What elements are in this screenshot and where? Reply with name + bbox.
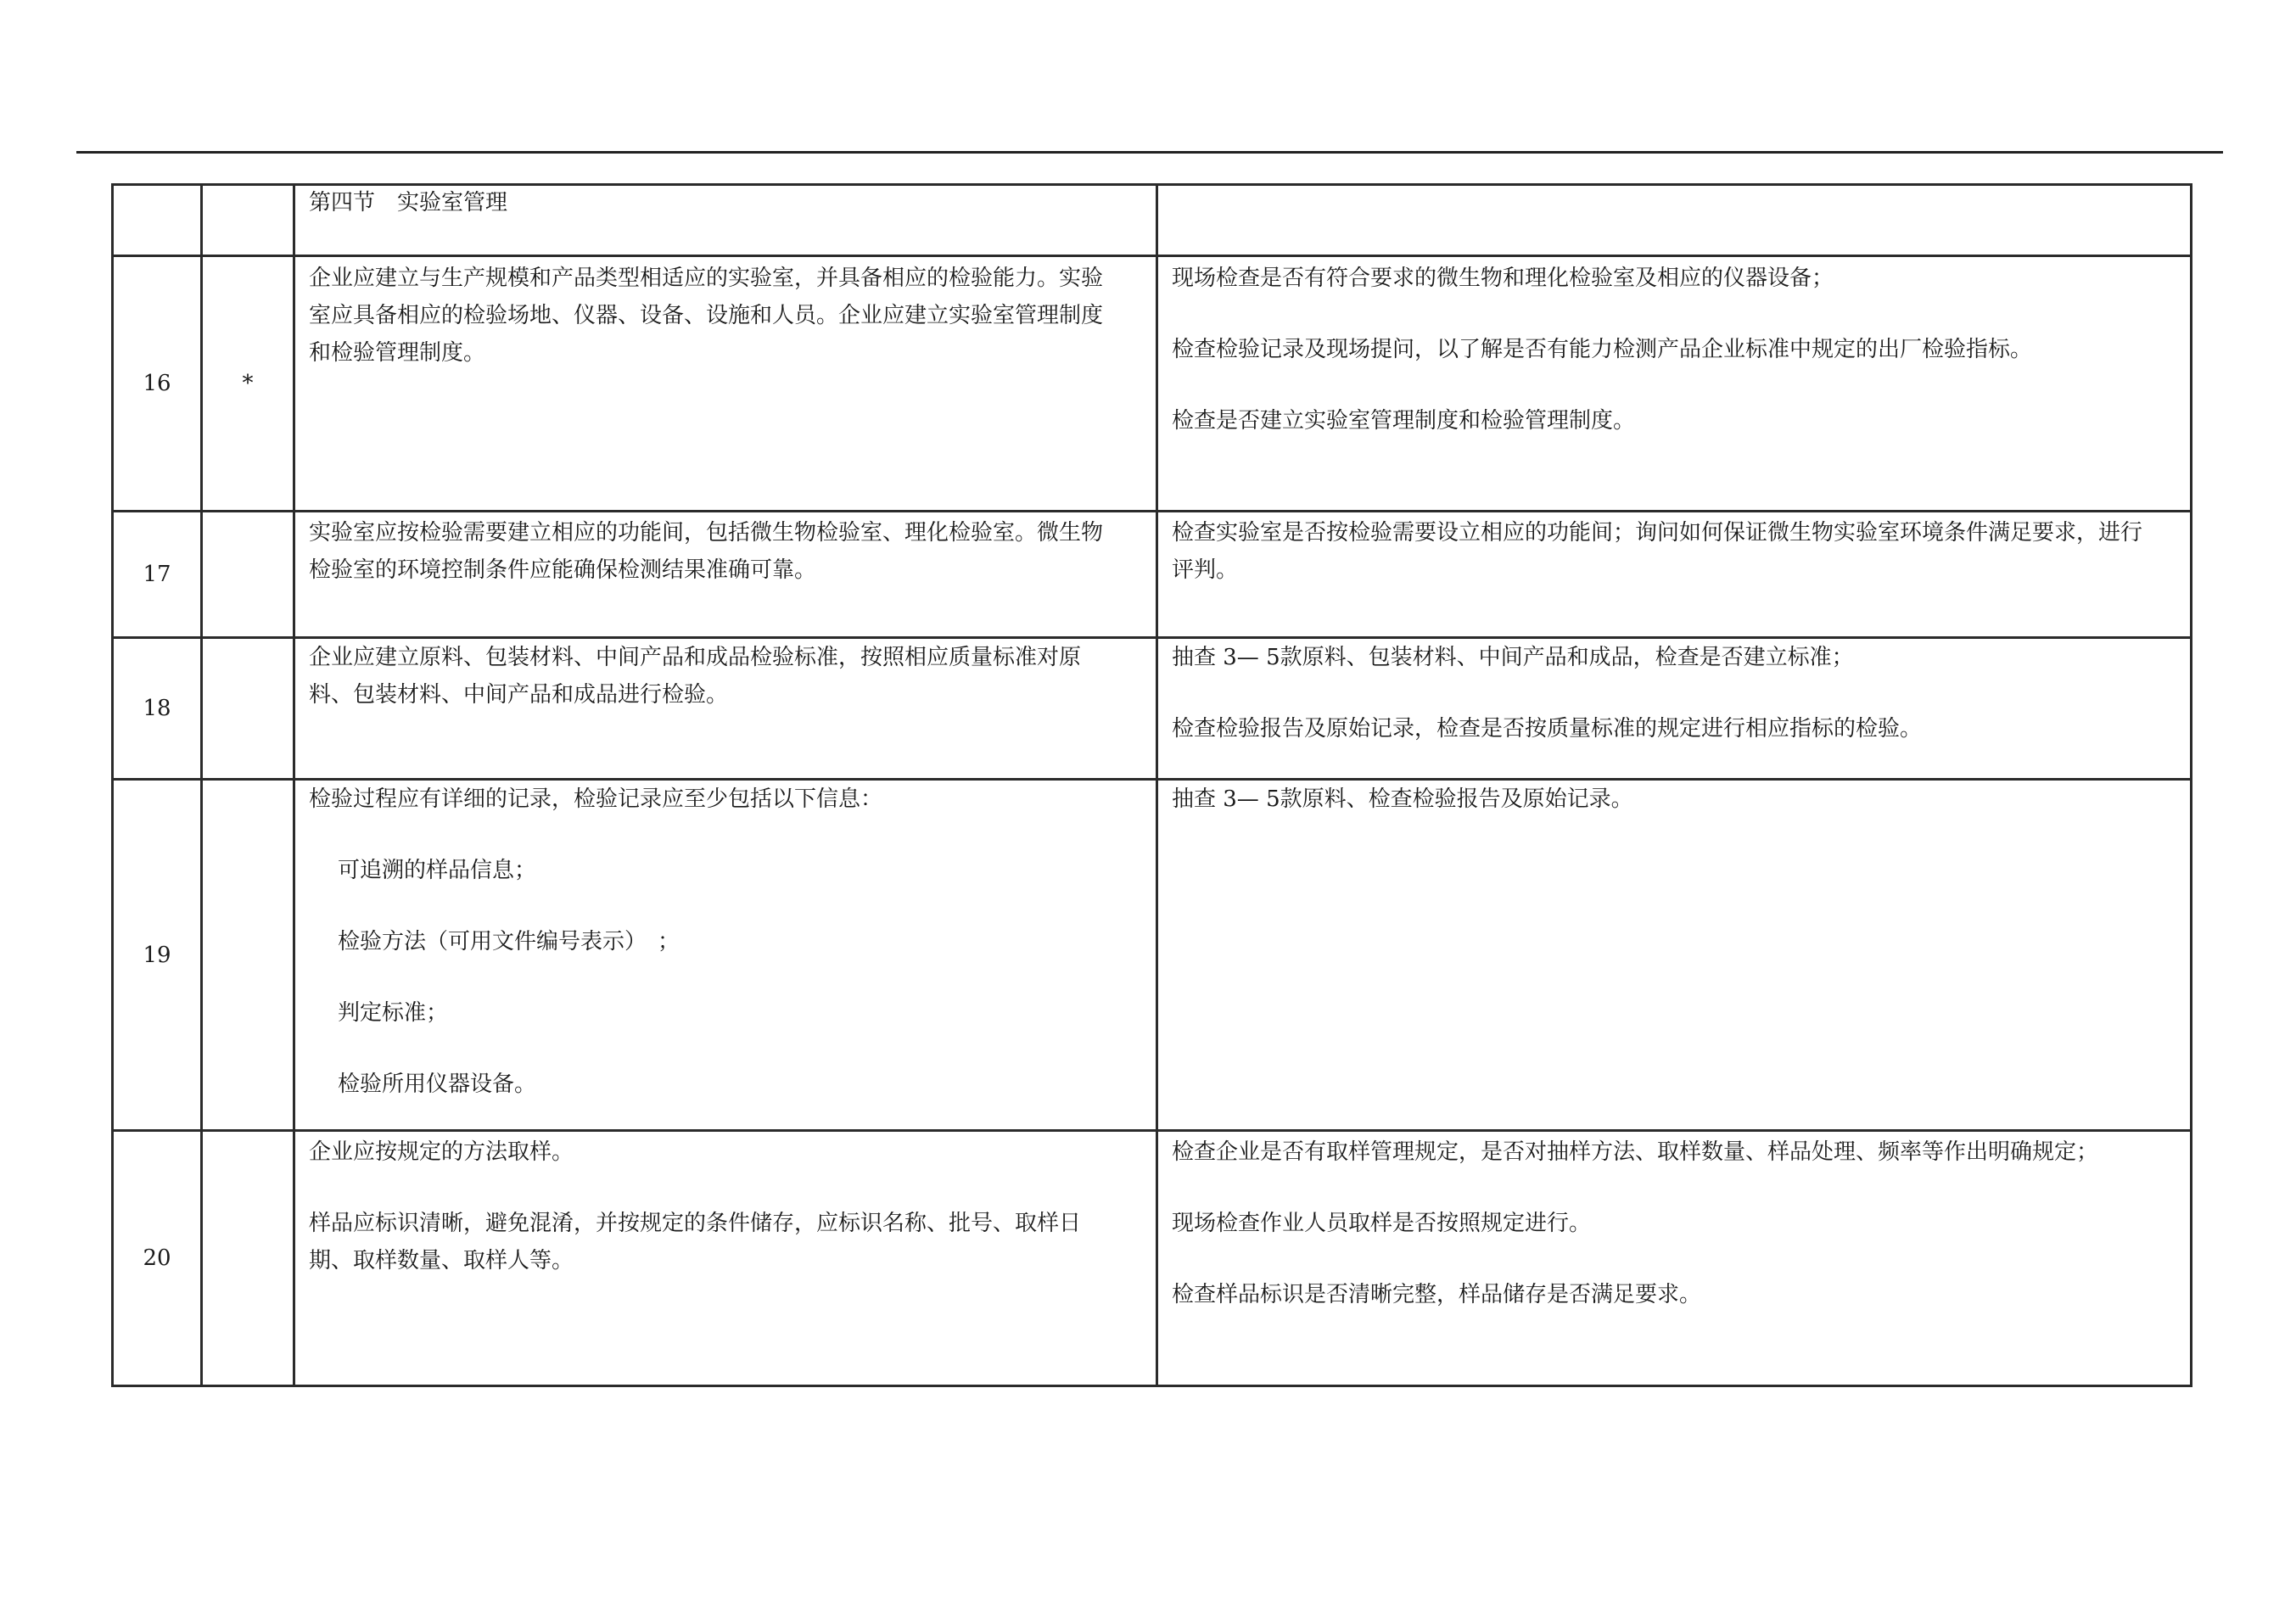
method-text: 检查检验记录及现场提问，以了解是否有能力检测产品企业标准中规定的出厂检验指标。 [1172, 337, 2033, 362]
method-text: 检查企业是否有取样管理规定，是否对抽样方法、取样数量、样品处理、频率等作出明确规定； [1172, 1139, 2099, 1165]
method-text: 现场检查是否有符合要求的微生物和理化检验室及相应的仪器设备； [1172, 266, 1834, 291]
item-number: 18 [113, 638, 202, 780]
table-row [113, 1131, 2192, 1386]
key-item-marker [202, 512, 294, 638]
method-text: 检查实验室是否按检验需要设立相应的功能间；询问如何保证微生物实验室环境条件满足要求，进行评判。 [1172, 520, 2143, 583]
requirement-text: 检验过程应有详细的记录，检验记录应至少包括以下信息： [309, 786, 883, 812]
header-rule [76, 151, 2223, 154]
requirement-text: 企业应建立与生产规模和产品类型相适应的实验室，并具备相应的检验能力。实验室应具备相应的检验场地、仪器、设备、设施和人员。企业应建立实验室管理制度和检验管理制度。 [309, 266, 1104, 366]
requirement-cell [294, 780, 1157, 1131]
requirement-text: 样品应标识清晰，避免混淆，并按规定的条件储存，应标识名称、批号、取样日期、取样数量、取样人等。 [309, 1211, 1082, 1273]
method-cell [1157, 780, 2192, 1131]
table-row [113, 512, 2192, 638]
method-cell [1157, 1131, 2192, 1386]
item-number: 16 [113, 256, 202, 512]
section-title-cell [294, 185, 1157, 256]
requirement-list-item: 检验方法（可用文件编号表示） ； [338, 929, 680, 954]
requirement-cell [294, 638, 1157, 780]
key-item-marker [202, 1131, 294, 1386]
table-row [113, 638, 2192, 780]
method-text: 抽查 3— 5款原料、包装材料、中间产品和成品，检查是否建立标准； [1172, 645, 1854, 670]
table-row [113, 256, 2192, 512]
method-cell [1157, 256, 2192, 512]
method-cell [1157, 638, 2192, 780]
table-row [113, 780, 2192, 1131]
requirement-text: 企业应建立原料、包装材料、中间产品和成品检验标准，按照相应质量标准对原料、包装材料、中间产品和成品进行检验。 [309, 645, 1082, 708]
inspection-table [111, 183, 2192, 1387]
key-item-marker: * [202, 256, 294, 512]
key-item-marker [202, 780, 294, 1131]
requirement-text: 企业应按规定的方法取样。 [309, 1139, 574, 1165]
method-text: 检查样品标识是否清晰完整，样品储存是否满足要求。 [1172, 1282, 1702, 1307]
requirement-list-item: 检验所用仪器设备。 [338, 1072, 537, 1097]
item-number-cell [113, 185, 202, 256]
method-text: 现场检查作业人员取样是否按照规定进行。 [1172, 1211, 1592, 1236]
key-item-marker [202, 638, 294, 780]
item-number: 19 [113, 780, 202, 1131]
requirement-cell [294, 1131, 1157, 1386]
requirement-text: 实验室应按检验需要建立相应的功能间，包括微生物检验室、理化检验室。微生物检验室的环境控制条件应能确保检测结果准确可靠。 [309, 520, 1104, 583]
method-cell [1157, 512, 2192, 638]
requirement-cell [294, 512, 1157, 638]
section-title: 实验室管理 [397, 190, 508, 215]
method-cell [1157, 185, 2192, 256]
requirement-list-item: 判定标准； [338, 1000, 449, 1026]
method-text: 检查检验报告及原始记录，检查是否按质量标准的规定进行相应指标的检验。 [1172, 716, 1923, 742]
requirement-list-item: 可追溯的样品信息； [338, 858, 537, 883]
method-text: 抽查 3— 5款原料、检查检验报告及原始记录。 [1172, 786, 1633, 812]
requirement-cell [294, 256, 1157, 512]
item-number: 17 [113, 512, 202, 638]
item-number: 20 [113, 1131, 202, 1386]
section-header-row [113, 185, 2192, 256]
section-label: 第四节 [309, 190, 376, 215]
key-item-cell [202, 185, 294, 256]
method-text: 检查是否建立实验室管理制度和检验管理制度。 [1172, 408, 1636, 434]
